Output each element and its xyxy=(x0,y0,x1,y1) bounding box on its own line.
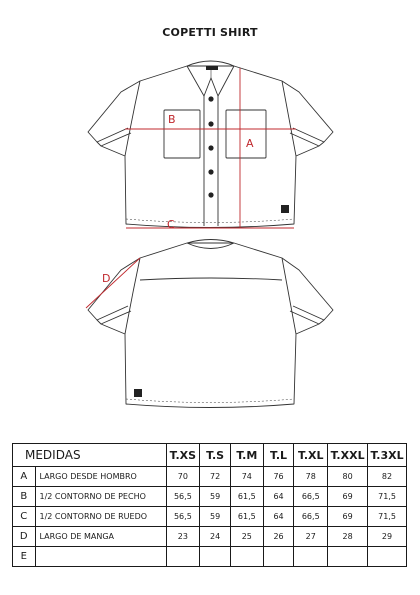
measure-label-d: D xyxy=(102,272,111,285)
front-placket xyxy=(204,96,218,226)
row-label: 1/2 CONTORNO DE PECHO xyxy=(35,487,166,507)
size-header-xxl: T.XXL xyxy=(328,444,368,467)
button-3 xyxy=(208,145,213,150)
cell-value: 74 xyxy=(230,467,263,487)
cell-value: 56,5 xyxy=(166,487,200,507)
measure-label-c: C xyxy=(167,218,175,231)
cell-value: 26 xyxy=(263,527,294,547)
size-header-3xl: T.3XL xyxy=(368,444,407,467)
cell-value: 61,5 xyxy=(230,507,263,527)
cell-value: 71,5 xyxy=(368,507,407,527)
cell-value: 69 xyxy=(328,507,368,527)
size-header-xs: T.XS xyxy=(166,444,200,467)
front-view xyxy=(88,61,333,228)
right-chest-pocket xyxy=(226,110,266,158)
table-row xyxy=(13,527,407,547)
cell-value: 61,5 xyxy=(230,487,263,507)
hem-label-tag xyxy=(281,205,289,213)
button-5 xyxy=(208,192,213,197)
cell-value: 59 xyxy=(200,507,231,527)
row-key: A xyxy=(13,467,36,487)
button-4 xyxy=(208,169,213,174)
cell-value xyxy=(200,547,231,567)
row-label: 1/2 CONTORNO DE RUEDO xyxy=(35,507,166,527)
size-header-xl: T.XL xyxy=(294,444,328,467)
cell-value xyxy=(230,547,263,567)
row-label: LARGO DESDE HOMBRO xyxy=(35,467,166,487)
cell-value: 27 xyxy=(294,527,328,547)
measure-line-d xyxy=(86,258,140,308)
cell-value: 80 xyxy=(328,467,368,487)
table-row xyxy=(13,487,407,507)
back-collar xyxy=(187,240,234,249)
cell-value: 70 xyxy=(166,467,200,487)
measure-label-b: B xyxy=(168,113,176,126)
size-header-s: T.S xyxy=(200,444,231,467)
row-label: LARGO DE MANGA xyxy=(35,527,166,547)
measure-label-a: A xyxy=(246,137,254,150)
collar-label-tag xyxy=(206,66,218,70)
cell-value xyxy=(166,547,200,567)
cell-value xyxy=(294,547,328,567)
cell-value: 64 xyxy=(263,507,294,527)
cell-value: 76 xyxy=(263,467,294,487)
back-view xyxy=(88,240,333,408)
cell-value: 69 xyxy=(328,487,368,507)
size-header-row xyxy=(13,444,407,467)
cell-value: 25 xyxy=(230,527,263,547)
cell-value: 28 xyxy=(328,527,368,547)
medidas-header: MEDIDAS xyxy=(13,444,167,467)
cell-value: 72 xyxy=(200,467,231,487)
size-header-l: T.L xyxy=(263,444,294,467)
size-header-m: T.M xyxy=(230,444,263,467)
cell-value: 29 xyxy=(368,527,407,547)
back-yoke xyxy=(140,278,282,280)
size-chart-table xyxy=(12,443,407,567)
table-row xyxy=(13,467,407,487)
front-buttons xyxy=(208,96,213,197)
cell-value: 66,5 xyxy=(294,507,328,527)
row-key: E xyxy=(13,547,36,567)
cell-value: 71,5 xyxy=(368,487,407,507)
cell-value: 82 xyxy=(368,467,407,487)
button-1 xyxy=(208,96,213,101)
table-row xyxy=(13,547,407,567)
back-label-tag xyxy=(134,389,142,397)
cell-value: 64 xyxy=(263,487,294,507)
row-key: C xyxy=(13,507,36,527)
cell-value: 56,5 xyxy=(166,507,200,527)
cell-value: 66,5 xyxy=(294,487,328,507)
table-row xyxy=(13,507,407,527)
back-body-outline xyxy=(88,243,333,408)
row-label xyxy=(35,547,166,567)
cell-value: 59 xyxy=(200,487,231,507)
cell-value xyxy=(368,547,407,567)
cell-value: 24 xyxy=(200,527,231,547)
cell-value: 23 xyxy=(166,527,200,547)
button-2 xyxy=(208,121,213,126)
cell-value: 78 xyxy=(294,467,328,487)
row-key: B xyxy=(13,487,36,507)
cell-value xyxy=(263,547,294,567)
row-key: D xyxy=(13,527,36,547)
product-title: COPETTI SHIRT xyxy=(162,26,258,39)
cell-value xyxy=(328,547,368,567)
